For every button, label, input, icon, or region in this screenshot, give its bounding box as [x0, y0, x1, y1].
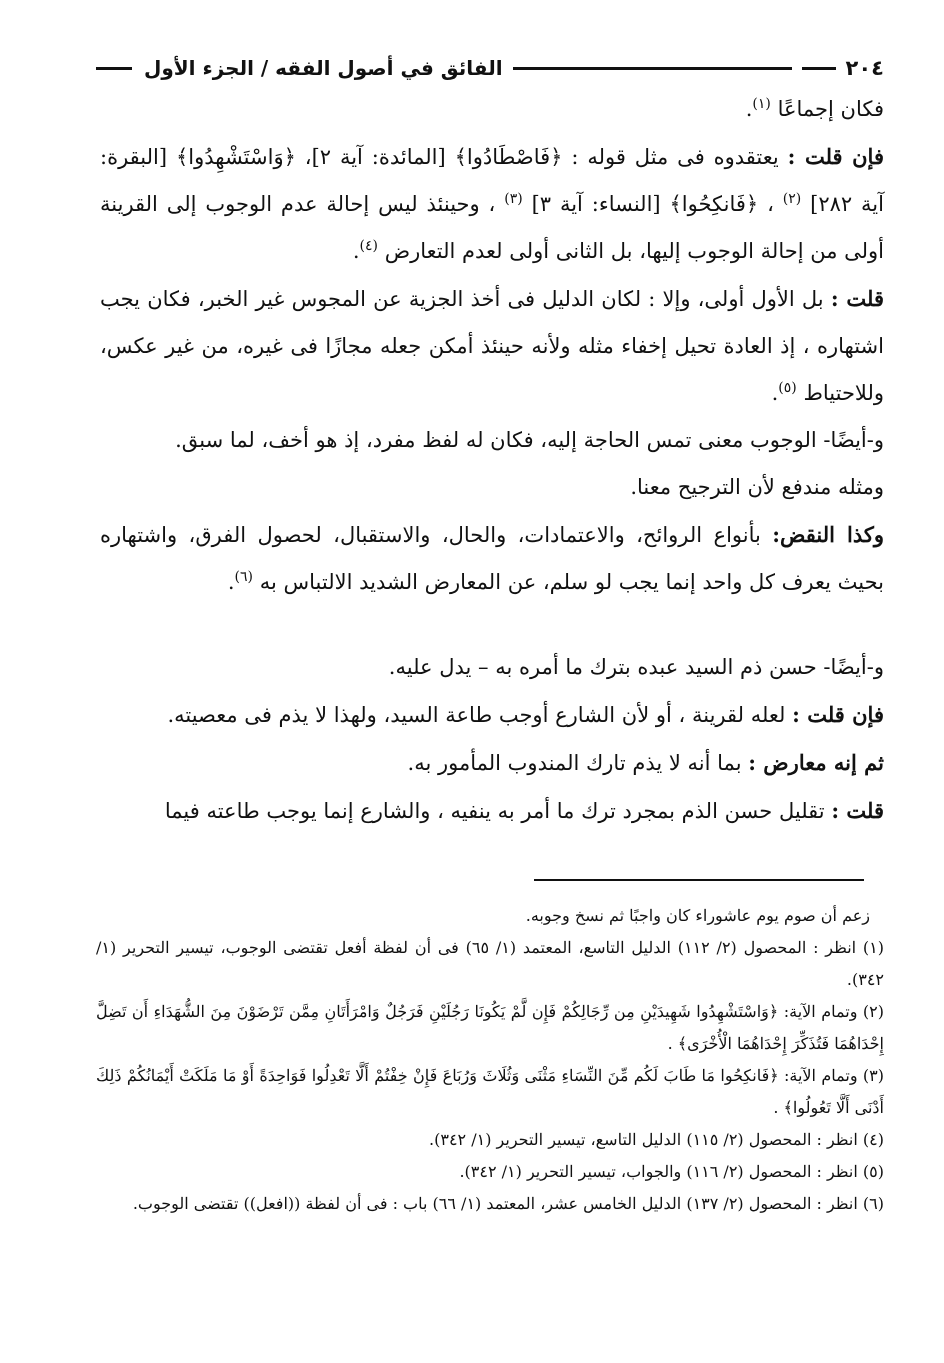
paragraph-1: فكان إجماعًا $^{(١)}$. [745, 96, 884, 121]
main-text [100, 86, 884, 835]
page-number: ٢٠٤ [845, 56, 884, 80]
footnote-ref[interactable]: (٥) [778, 380, 797, 396]
footnote-ref[interactable]: (١) [752, 96, 771, 112]
footnote-4: (٤) انظر : المحصول (٢/ ١١٥) الدليل التاسع، تيسير التحرير (١/ ٣٤٢). [429, 1130, 884, 1149]
running-header [96, 48, 884, 88]
footnote-ref[interactable]: (٣) [504, 191, 523, 207]
footnote-6: (٦) انظر : المحصول (٢/ ١٣٧) الدليل الخامس عشر، المعتمد (١/ ٦٦) باب : فى أن لفظة ((افعل)) تقتضى الوجوب. [132, 1194, 884, 1213]
objection-label: وكذا النقض: [772, 522, 884, 547]
paragraph-4: و-أيضًا- الوجوب معنى تمس الحاجة إليه، فكان له لفظ مفرد، إذ هو أخف، لما سبق. [175, 428, 884, 452]
footnote-2: (٢) وتمام الآية: ﴿وَاسْتَشْهِدُوا شَهِيدَيْنِ مِن رِّجَالِكُمْ فَإِن لَّمْ يَكُونَا رَجُلَيْنِ فَرَجُلٌ وَامْرَأَتَانِ مِمَّن تَرْضَوْنَ مِنَ الشُّهَدَاءِ أَن تَضِلَّ إِحْدَاهُمَا فَتُذَكِّرَ إِحْدَاهُمَا الْأُخْرَى﴾ . [96, 1002, 884, 1053]
footnote-3: (٣) وتمام الآية: ﴿فَانكِحُوا مَا طَابَ لَكُم مِّنَ النِّسَاءِ مَثْنَى وَثُلَاثَ وَرُبَاعَ فَإِنْ خِفْتُمْ أَلَّا تَعْدِلُوا فَوَاحِدَةً أَوْ مَا مَلَكَتْ أَيْمَانُكُمْ ذَلِكَ أَدْنَى أَلَّا تَعُولُوا﴾ . [96, 1066, 885, 1117]
header-rule-short [802, 67, 836, 70]
paragraph-9: ثم إنه معارض : بما أنه لا يذم تارك المندوب المأمور به. [407, 750, 884, 775]
footnote-ref[interactable]: (٤) [359, 238, 379, 254]
header-rule-end [96, 67, 132, 70]
question-label: فإن قلت : [792, 702, 884, 727]
paragraph-2: فإن قلت : يعتقدوه فى مثل قوله : ﴿فَاصْطَادُوا﴾ [المائدة: آية ٢]، ﴿وَاسْتَشْهِدُوا﴾ [البقرة: آية ٢٨٢] $^{(٢)}$ ، ﴿فَانكِحُوا﴾ [النساء: آية ٣] $^{(٣)}$ ، وحينئذ ليس إحالة عدم الوجوب إلى القرينة أولى من إحالة الوجوب إليها، بل الثانى أولى لعدم التعارض $^{(٤)}$. [100, 144, 884, 263]
paragraph-6: وكذا النقض: بأنواع الروائح، والاعتمادات، والحال، والاستقبال، لحصول الفرق، واشتهاره بحيث يعرف كل واحد إنما يجب لو سلم، عن المعارض الشديد الالتباس به $^{(٦)}$. [100, 522, 884, 594]
footnotes [96, 900, 884, 1220]
header-rule-long [513, 67, 792, 70]
answer-label: قلت : [831, 798, 884, 823]
paragraph-7: و-أيضًا- حسن ذم السيد عبده بترك ما أمره به – يدل عليه. [388, 655, 884, 679]
paragraph-5: ومثله مندفع لأن الترجيح معنا. [630, 475, 884, 499]
answer-label: قلت : [830, 286, 884, 311]
paragraph-8: فإن قلت : لعله لقرينة ، أو لأن الشارع أوجب طاعة السيد، ولهذا لا يذم فى معصيته. [167, 702, 884, 727]
footnote-ref[interactable]: (٦) [234, 569, 254, 585]
running-title: الفائق في أصول الفقه / الجزء الأول [144, 56, 503, 80]
question-label: فإن قلت : [787, 144, 884, 169]
paragraph-10: قلت : تقليل حسن الذم بمجرد ترك ما أمر به ينفيه ، والشارع إنما يوجب طاعته فيما [164, 798, 884, 823]
footnote-separator [534, 879, 864, 881]
counter-label: ثم إنه معارض : [748, 750, 884, 775]
footnote-carryover: زعم أن صوم يوم عاشوراء كان واجبًا ثم نسخ وجوبه. [525, 906, 870, 925]
footnote-1: (١) انظر : المحصول (٢/ ١١٢) الدليل التاسع، المعتمد (١/ ٦٥) فى أن لفظة أفعل تقتضى الوجوب، تيسير التحرير (١/ ٣٤٢). [96, 938, 885, 989]
footnote-5: (٥) انظر : المحصول (٢/ ١١٦) والجواب، تيسير التحرير (١/ ٣٤٢). [459, 1162, 884, 1181]
paragraph-gap [100, 606, 884, 644]
footnote-ref[interactable]: (٢) [782, 191, 802, 207]
paragraph-3: قلت : بل الأول أولى، وإلا : لكان الدليل فى أخذ الجزية عن المجوس غير الخبر، فكان يجب اشتهاره ، إذ العادة تحيل إخفاء مثله ولأنه حينئذ أمكن جعله مجازًا فى غيره، من غير عكس، وللاحتياط $^{(٥)}$. [100, 286, 884, 405]
